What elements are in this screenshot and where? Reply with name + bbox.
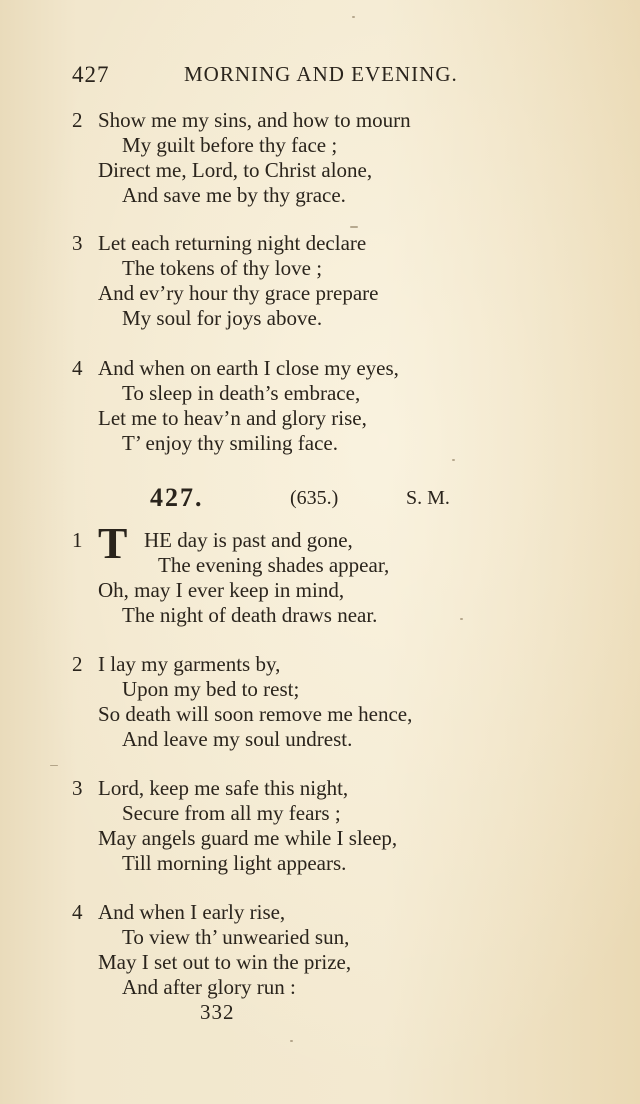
verse-line-text: I lay my garments by, xyxy=(98,652,281,676)
stanza-number: 1 xyxy=(72,528,83,552)
running-title: MORNING AND EVENING. xyxy=(184,62,458,86)
verse-line-text: To sleep in death’s embrace, xyxy=(122,381,361,405)
paper-speck xyxy=(452,459,455,461)
verse-line-text: Let each returning night declare xyxy=(98,231,367,255)
paper-speck xyxy=(290,1040,293,1042)
verse-line-text: My soul for joys above. xyxy=(122,306,323,330)
stanza-number: 4 xyxy=(72,356,83,380)
tune-reference: (635.) xyxy=(290,487,339,509)
drop-cap: T xyxy=(98,519,128,568)
paper-speck xyxy=(460,618,463,620)
stanza-number: 2 xyxy=(72,108,83,132)
running-header xyxy=(72,62,492,92)
footer-page-number: 332 xyxy=(200,1000,235,1024)
verse-line-text: The tokens of thy love ; xyxy=(122,256,323,280)
verse-line-text: Secure from all my fears ; xyxy=(122,801,341,825)
verse-line-text: The evening shades appear, xyxy=(158,553,390,577)
verse-line-text: T’ enjoy thy smiling face. xyxy=(122,431,338,455)
hymn-number: 427. xyxy=(150,483,204,512)
verse-line-text: Upon my bed to rest; xyxy=(122,677,300,701)
verse-line-text: Show me my sins, and how to mourn xyxy=(98,108,411,132)
paper-speck xyxy=(352,16,355,18)
verse-line-text: May angels guard me while I sleep, xyxy=(98,826,398,850)
verse-line-text: And after glory run : xyxy=(122,975,296,999)
verse-line-text: And leave my soul undrest. xyxy=(122,727,353,751)
verse-line-text: To view th’ unwearied sun, xyxy=(122,925,350,949)
hymn-heading xyxy=(150,483,480,515)
paper-speck xyxy=(350,226,358,228)
verse-line-text: Oh, may I ever keep in mind, xyxy=(98,578,345,602)
verse-line-text: Lord, keep me safe this night, xyxy=(98,776,349,800)
verse-line-text: The night of death draws near. xyxy=(122,603,378,627)
stanza-number: 2 xyxy=(72,652,83,676)
verse-line-text: And ev’ry hour thy grace prepare xyxy=(98,281,379,305)
verse-line-text: Till morning light appears. xyxy=(122,851,347,875)
verse-line-text: And when on earth I close my eyes, xyxy=(98,356,399,380)
verse-line-text: My guilt before thy face ; xyxy=(122,133,338,157)
stanza-number: 4 xyxy=(72,900,83,924)
verse-line-text: And when I early rise, xyxy=(98,900,286,924)
verse-line-text: So death will soon remove me hence, xyxy=(98,702,413,726)
meter-label: S. M. xyxy=(406,487,450,509)
page-number: 427 xyxy=(72,62,110,87)
stanza-number: 3 xyxy=(72,776,83,800)
verse-line-text: And save me by thy grace. xyxy=(122,183,346,207)
verse-line-text: May I set out to win the prize, xyxy=(98,950,352,974)
verse-line-text: Direct me, Lord, to Christ alone, xyxy=(98,158,373,182)
verse-line-text: HE day is past and gone, xyxy=(144,528,353,552)
stanza-number: 3 xyxy=(72,231,83,255)
paper-speck xyxy=(50,765,58,766)
verse-line-text: Let me to heav’n and glory rise, xyxy=(98,406,367,430)
